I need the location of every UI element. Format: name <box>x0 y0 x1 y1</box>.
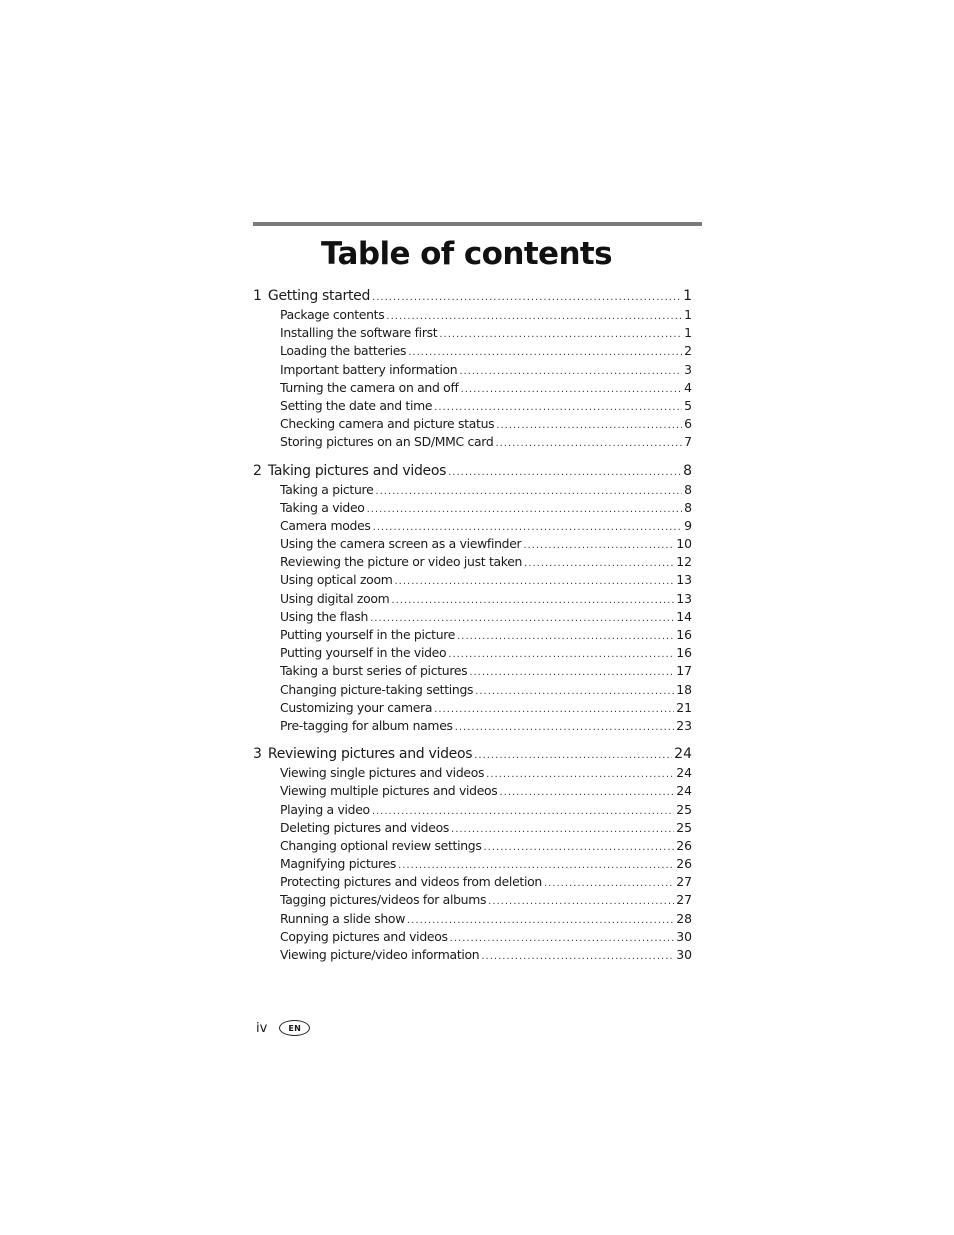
chapter-page-number: 1 <box>683 288 692 304</box>
dot-leader <box>524 558 674 569</box>
dot-leader <box>495 438 682 449</box>
toc-chapter-heading[interactable] <box>253 746 692 765</box>
dot-leader <box>499 787 674 798</box>
dot-leader <box>484 842 675 853</box>
dot-leader <box>448 649 674 660</box>
entry-title: Customizing your camera <box>280 699 433 715</box>
entry-title: Deleting pictures and videos <box>280 819 450 835</box>
dot-leader <box>372 806 674 817</box>
dot-leader <box>455 722 675 733</box>
table-of-contents <box>253 288 692 975</box>
toc-entry[interactable] <box>253 856 692 874</box>
toc-chapter <box>253 746 692 965</box>
dot-leader <box>457 631 674 642</box>
entry-page-number: 13 <box>676 572 692 588</box>
entry-title: Changing optional review settings <box>280 837 482 853</box>
entry-page-number: 12 <box>676 554 692 570</box>
entry-title: Taking a burst series of pictures <box>280 663 468 679</box>
chapter-title: Getting started <box>267 288 371 304</box>
entry-title: Using digital zoom <box>280 590 390 606</box>
entry-page-number: 7 <box>684 434 692 450</box>
toc-entry[interactable] <box>253 554 692 572</box>
dot-leader <box>375 486 682 497</box>
entry-title: Putting yourself in the video <box>280 645 447 661</box>
entry-page-number: 17 <box>676 663 692 679</box>
entry-title: Viewing multiple pictures and videos <box>280 783 498 799</box>
dot-leader <box>372 292 681 303</box>
entry-title: Tagging pictures/videos for albums <box>280 892 487 908</box>
entry-page-number: 8 <box>684 481 692 497</box>
entry-page-number: 6 <box>684 416 692 432</box>
entry-title: Important battery information <box>280 361 458 377</box>
entry-title: Using optical zoom <box>280 572 393 588</box>
entry-page-number: 1 <box>684 307 692 322</box>
entry-page-number: 30 <box>676 947 692 962</box>
entry-page-number: 25 <box>676 819 692 835</box>
entry-title: Camera modes <box>280 517 371 533</box>
dot-leader <box>459 366 682 377</box>
page-title: Table of contents <box>321 236 613 272</box>
dot-leader <box>386 311 682 322</box>
entry-title: Using the camera screen as a viewfinder <box>280 536 522 552</box>
toc-entry[interactable] <box>253 645 692 663</box>
toc-entry[interactable] <box>253 765 692 783</box>
chapter-number: 1 <box>253 288 262 304</box>
entry-title: Changing picture-taking settings <box>280 681 474 697</box>
page-footer <box>256 1020 310 1036</box>
entry-page-number: 27 <box>676 874 692 890</box>
language-badge: EN <box>279 1020 310 1036</box>
entry-title: Running a slide show <box>280 910 406 926</box>
entry-title: Package contents <box>280 307 385 322</box>
toc-entry[interactable] <box>253 682 692 700</box>
dot-leader <box>398 860 674 871</box>
dot-leader <box>439 329 682 340</box>
dot-leader <box>391 595 674 606</box>
toc-entry[interactable] <box>253 663 692 681</box>
entry-page-number: 2 <box>684 343 692 359</box>
toc-entry[interactable] <box>253 591 692 609</box>
dot-leader <box>434 704 674 715</box>
toc-chapter-heading[interactable] <box>253 463 692 482</box>
dot-leader <box>373 522 683 533</box>
toc-chapter-heading[interactable] <box>253 288 692 307</box>
entry-page-number: 14 <box>676 608 692 624</box>
entry-title: Playing a video <box>280 801 370 817</box>
dot-leader <box>451 824 674 835</box>
dot-leader <box>367 504 683 515</box>
entry-page-number: 26 <box>676 837 692 853</box>
toc-entry[interactable] <box>253 874 692 892</box>
entry-title: Setting the date and time <box>280 397 433 413</box>
toc-entry[interactable] <box>253 929 692 947</box>
toc-entry[interactable] <box>253 700 692 718</box>
entry-page-number: 24 <box>676 783 692 799</box>
entry-title: Checking camera and picture status <box>280 416 495 432</box>
toc-chapter <box>253 463 692 737</box>
entry-page-number: 21 <box>676 699 692 715</box>
entry-title: Copying pictures and videos <box>280 928 448 944</box>
toc-entry[interactable] <box>253 892 692 910</box>
toc-entry[interactable] <box>253 416 692 434</box>
toc-entry[interactable] <box>253 783 692 801</box>
toc-entry[interactable] <box>253 434 692 452</box>
dot-leader <box>450 933 675 944</box>
toc-entry[interactable] <box>253 380 692 398</box>
dot-leader <box>544 878 674 889</box>
entry-title: Viewing picture/video information <box>280 947 480 962</box>
entry-page-number: 8 <box>684 499 692 515</box>
entry-title: Loading the batteries <box>280 343 407 359</box>
entry-title: Using the flash <box>280 608 369 624</box>
toc-entry[interactable] <box>253 718 692 736</box>
toc-entry[interactable] <box>253 838 692 856</box>
entry-page-number: 18 <box>676 681 692 697</box>
entry-page-number: 24 <box>676 765 692 781</box>
entry-title: Viewing single pictures and videos <box>280 765 485 781</box>
entry-page-number: 16 <box>676 627 692 642</box>
toc-entry[interactable] <box>253 609 692 627</box>
entry-page-number: 28 <box>676 910 692 926</box>
entry-page-number: 13 <box>676 590 692 606</box>
dot-leader <box>461 384 683 395</box>
dot-leader <box>481 951 674 962</box>
header-rule <box>253 222 702 226</box>
entry-page-number: 10 <box>676 536 692 552</box>
chapter-title: Taking pictures and videos <box>267 462 447 479</box>
entry-title: Storing pictures on an SD/MMC card <box>280 434 494 450</box>
toc-entry[interactable] <box>253 343 692 361</box>
toc-entry[interactable] <box>253 518 692 536</box>
dot-leader <box>475 686 674 697</box>
chapter-number: 2 <box>253 462 262 479</box>
entry-page-number: 27 <box>676 892 692 908</box>
dot-leader <box>448 467 681 478</box>
entry-page-number: 9 <box>684 517 692 533</box>
entry-page-number: 30 <box>676 928 692 944</box>
chapter-page-number: 8 <box>683 462 692 479</box>
toc-entry[interactable] <box>253 802 692 820</box>
toc-chapter <box>253 288 692 453</box>
entry-title: Taking a video <box>280 499 365 515</box>
toc-entry[interactable] <box>253 398 692 416</box>
toc-entry[interactable] <box>253 911 692 929</box>
entry-page-number: 23 <box>676 717 692 733</box>
toc-entry[interactable] <box>253 362 692 380</box>
dot-leader <box>474 750 672 761</box>
toc-entry[interactable] <box>253 482 692 500</box>
entry-title: Turning the camera on and off <box>280 379 459 395</box>
dot-leader <box>395 576 675 587</box>
toc-entry[interactable] <box>253 307 692 325</box>
dot-leader <box>523 540 674 551</box>
page-number: iv <box>256 1020 268 1036</box>
dot-leader <box>434 402 682 413</box>
toc-entry[interactable] <box>253 536 692 554</box>
entry-title: Taking a picture <box>280 481 374 497</box>
entry-page-number: 3 <box>684 361 692 377</box>
dot-leader <box>408 347 682 358</box>
chapter-number: 3 <box>253 746 262 763</box>
dot-leader <box>486 769 674 780</box>
toc-entry[interactable] <box>253 820 692 838</box>
toc-entry[interactable] <box>253 500 692 518</box>
dot-leader <box>496 420 682 431</box>
entry-title: Pre-tagging for album names <box>280 717 453 733</box>
chapter-page-number: 24 <box>674 746 692 763</box>
entry-title: Protecting pictures and videos from deletion <box>280 874 542 890</box>
dot-leader <box>469 667 674 678</box>
entry-page-number: 5 <box>684 397 692 413</box>
entry-title: Reviewing the picture or video just taken <box>280 554 523 570</box>
toc-entry[interactable] <box>253 627 692 645</box>
entry-page-number: 26 <box>676 856 692 872</box>
dot-leader <box>370 613 674 624</box>
entry-page-number: 4 <box>684 379 692 395</box>
dot-leader <box>488 896 674 907</box>
chapter-title: Reviewing pictures and videos <box>267 746 473 763</box>
entry-page-number: 16 <box>676 645 692 661</box>
entry-page-number: 1 <box>684 325 692 341</box>
entry-title: Installing the software first <box>280 325 438 341</box>
entry-title: Magnifying pictures <box>280 856 397 872</box>
entry-page-number: 25 <box>676 801 692 817</box>
toc-entry[interactable] <box>253 325 692 343</box>
dot-leader <box>407 915 674 926</box>
toc-entry[interactable] <box>253 572 692 590</box>
toc-entry[interactable] <box>253 947 692 965</box>
entry-title: Putting yourself in the picture <box>280 627 456 642</box>
